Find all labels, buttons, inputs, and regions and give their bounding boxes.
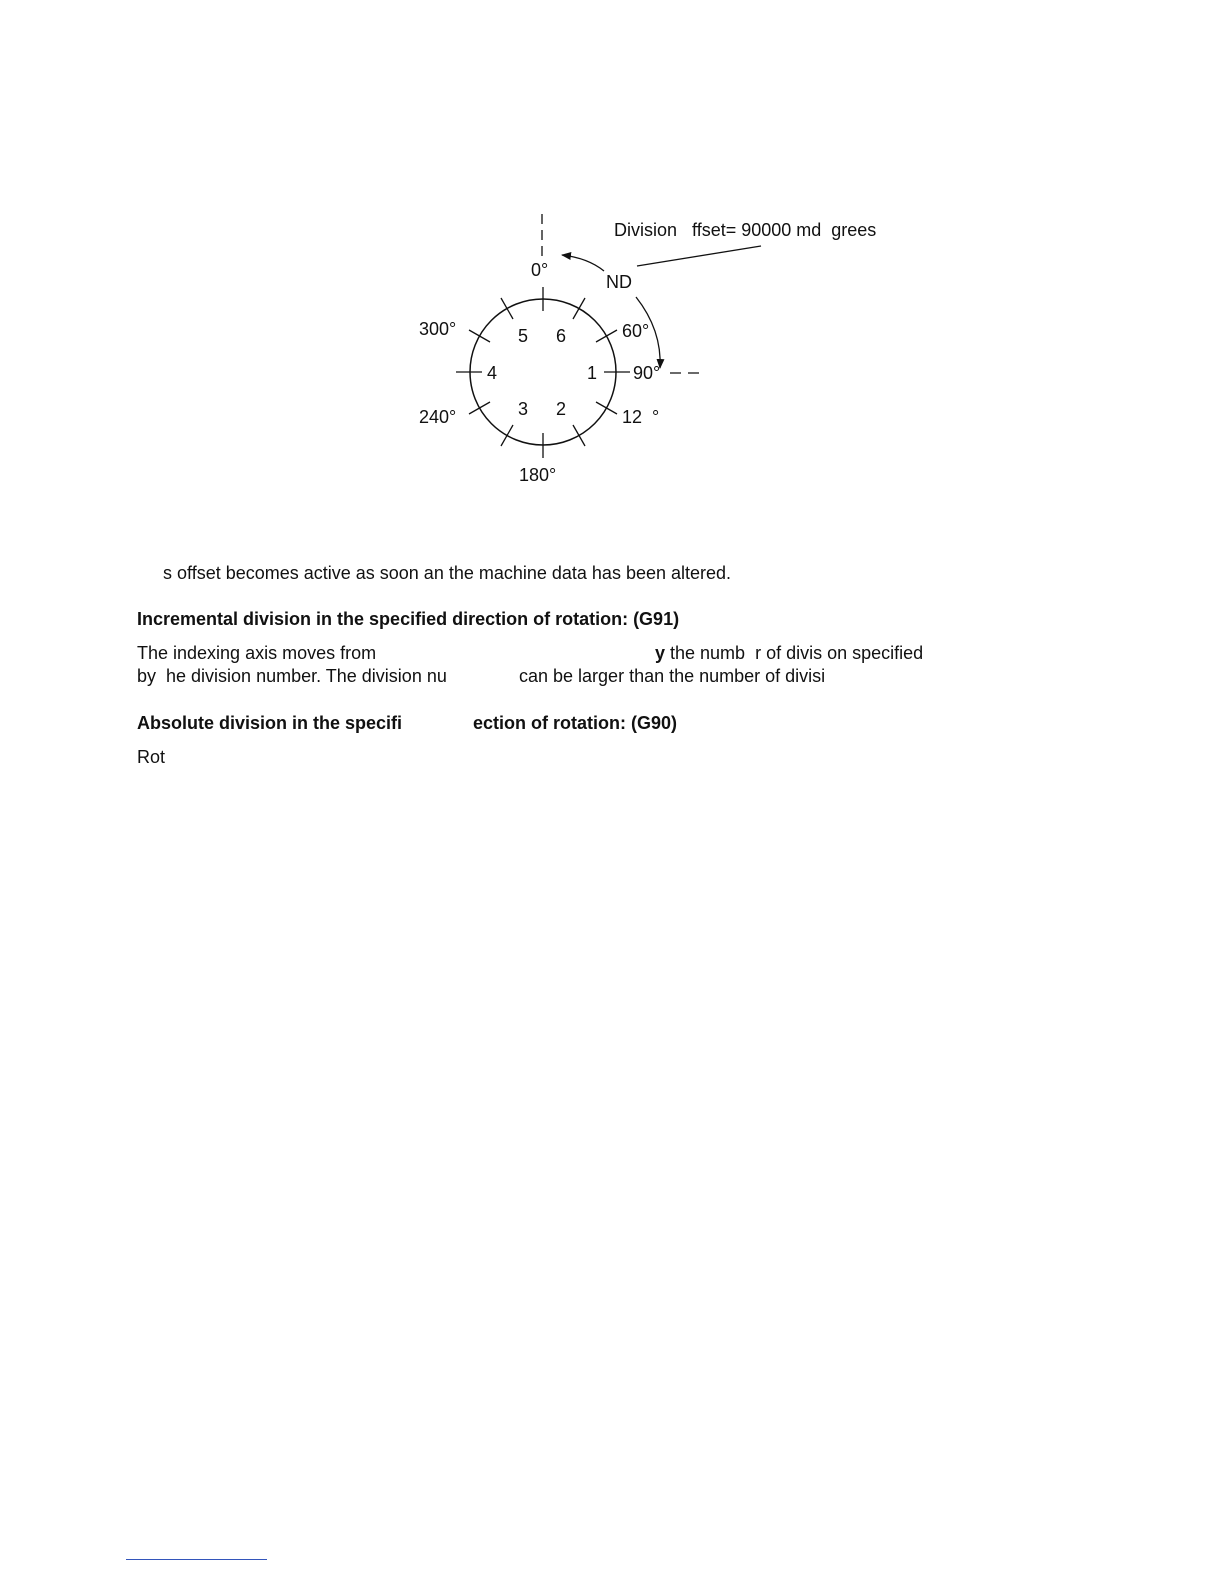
angle-label-180: 180°	[519, 465, 557, 485]
incremental-body-line2-start: by he division number. The division nu	[137, 666, 447, 686]
nd-to-zero-arrow	[562, 255, 604, 271]
absolute-heading-end: ection of rotation: (G90)	[473, 713, 677, 733]
footnote-rule	[126, 1559, 267, 1560]
division-number-1: 1	[587, 363, 598, 383]
bold-fragment: y	[655, 643, 666, 663]
division-number-4: 4	[487, 363, 498, 383]
tick-330	[501, 298, 513, 319]
indexing-division-diagram	[0, 0, 1224, 560]
division-number-2: 2	[556, 399, 567, 419]
angle-label-90: 90°	[633, 363, 661, 383]
incremental-body-line1-tail: the numb r of divis on specified	[665, 643, 924, 663]
tick-240	[469, 402, 490, 414]
angle-label-300: 300°	[419, 319, 457, 339]
angle-label-120: 12 °	[622, 407, 660, 427]
angle-label-0: 0°	[531, 260, 549, 280]
tick-30	[573, 298, 585, 319]
tick-120	[596, 402, 617, 414]
nd-label: ND	[606, 272, 632, 292]
absolute-heading-start: Absolute division in the specifi	[137, 713, 403, 733]
angle-label-240: 240°	[419, 407, 457, 427]
division-number-3: 3	[518, 399, 529, 419]
division-number-5: 5	[518, 326, 529, 346]
offset-label: Division ffset= 90000 md grees	[614, 220, 877, 240]
tick-150	[573, 425, 585, 446]
angle-label-60: 60°	[622, 321, 650, 341]
incremental-body-line2-end: can be larger than the number of divisi	[519, 666, 826, 686]
absolute-body: Rot	[137, 747, 166, 767]
offset-note: s offset becomes active as soon an the machine data has been altered.	[163, 563, 732, 583]
tick-60	[596, 330, 617, 342]
division-number-6: 6	[556, 326, 567, 346]
division-ticks	[456, 287, 630, 458]
incremental-body-line1-end	[655, 642, 923, 665]
tick-210	[501, 425, 513, 446]
incremental-heading: Incremental division in the specified direction of rotation: (G91)	[137, 609, 680, 629]
offset-leader-line	[637, 246, 761, 266]
incremental-body-line1-start: The indexing axis moves from	[137, 643, 377, 663]
tick-300	[469, 330, 490, 342]
